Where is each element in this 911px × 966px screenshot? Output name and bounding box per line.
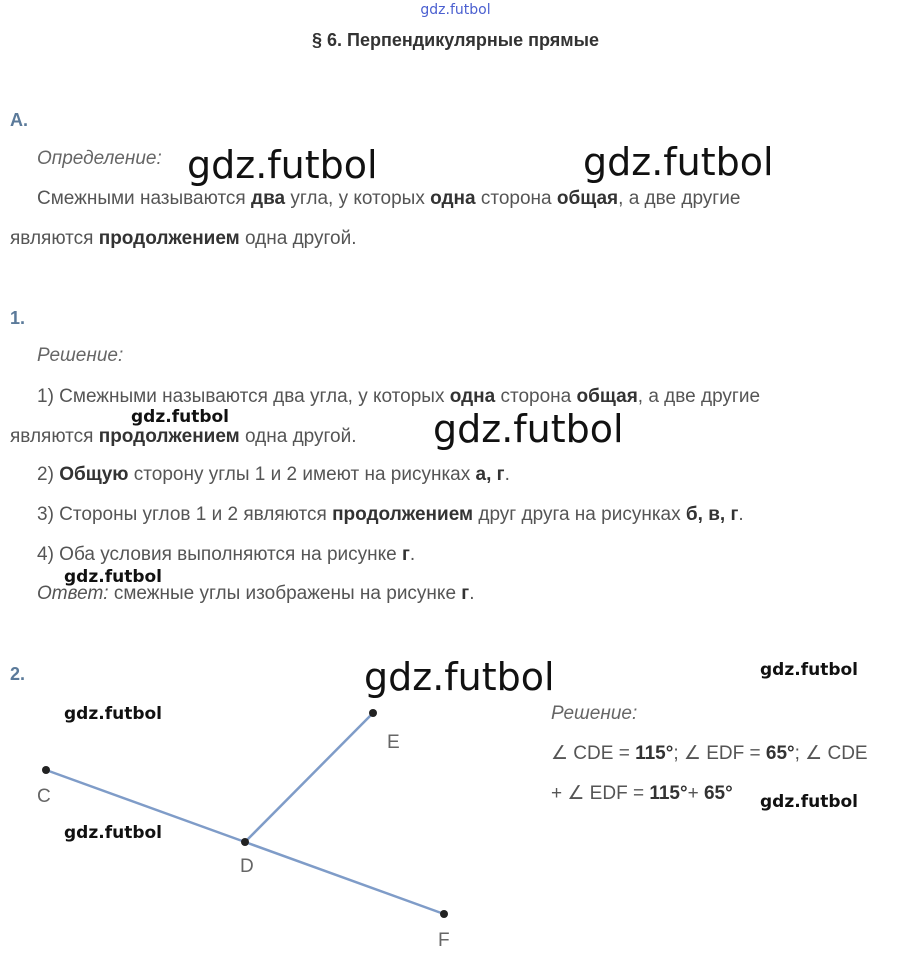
top-watermark: gdz.futbol (420, 2, 491, 18)
label-e: E (387, 732, 400, 753)
definition-line-2: являются продолжением одна другой. (10, 228, 357, 249)
label-c: C (37, 786, 51, 807)
watermark: gdz.futbol (760, 792, 858, 812)
point-f (440, 910, 448, 918)
watermark: gdz.futbol (433, 407, 624, 451)
page-title: § 6. Перпендикулярные прямые (311, 30, 599, 50)
point-e (369, 709, 377, 717)
label-d: D (240, 856, 254, 877)
solution-2-line-2: + ∠ EDF = 115°+ 65° (551, 783, 733, 804)
definition-line-1: Смежными называются два угла, у которых одна сторона общая, а две другие (37, 188, 741, 209)
solution-2-line-1: ∠ CDE = 115°; ∠ EDF = 65°; ∠ CDE (551, 743, 868, 764)
watermark: gdz.futbol (583, 140, 774, 184)
section-2-label: 2. (10, 664, 26, 684)
watermark: gdz.futbol (131, 407, 229, 427)
watermark: gdz.futbol (64, 823, 162, 843)
solution-1-line-3: 2) Общую сторону углы 1 и 2 имеют на рисунках а, г. (37, 464, 510, 485)
point-c (42, 766, 50, 774)
solution-1-line-5: 4) Оба условия выполняются на рисунке г. (37, 544, 416, 565)
ray-df (245, 842, 444, 914)
solution-1-line-2: являются продолжением одна другой. (10, 426, 357, 447)
point-d (241, 838, 249, 846)
solution-label-1: Решение: (37, 345, 124, 366)
section-1-label: 1. (10, 308, 26, 328)
watermark: gdz.futbol (64, 567, 162, 587)
solution-label-2: Решение: (551, 703, 638, 724)
answer-line: Ответ: смежные углы изображены на рисунке г. (37, 583, 475, 604)
definition-label: Определение: (37, 148, 162, 169)
ray-de (245, 713, 373, 842)
watermark: gdz.futbol (364, 655, 555, 699)
watermark: gdz.futbol (187, 143, 378, 187)
solution-1-line-4: 3) Стороны углов 1 и 2 являются продолжением друг друга на рисунках б, в, г. (37, 504, 744, 525)
watermark: gdz.futbol (760, 660, 858, 680)
label-f: F (438, 930, 450, 951)
solution-1-line-1: 1) Смежными называются два угла, у которых одна сторона общая, а две другие (37, 386, 761, 407)
section-a-label: А. (10, 110, 28, 130)
watermark: gdz.futbol (64, 704, 162, 724)
